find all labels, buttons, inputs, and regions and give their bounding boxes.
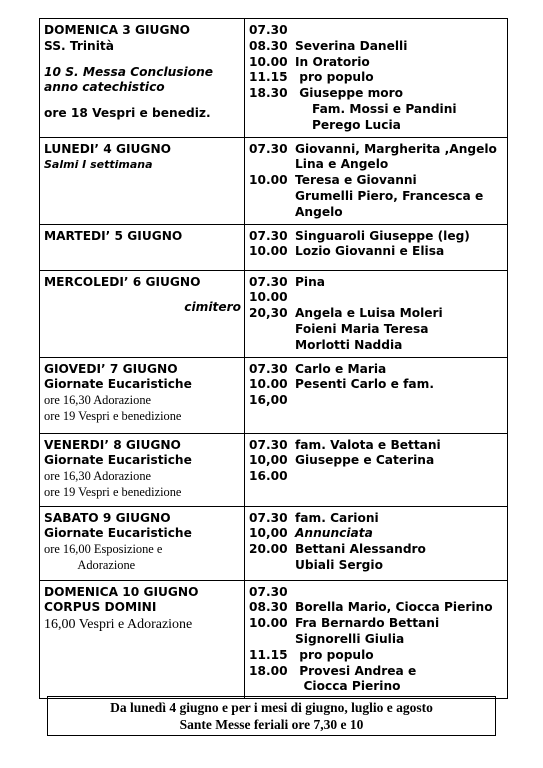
mass-entry	[249, 23, 504, 39]
mass-intention: Provesi Andrea e	[295, 663, 417, 678]
day-row	[40, 506, 508, 580]
day-note: ore 19 Vespri e benedizione	[44, 408, 182, 423]
mass-entry	[249, 377, 504, 393]
mass-time: 07.30	[249, 23, 288, 37]
mass-intention: Carlo e Maria	[295, 361, 387, 376]
mass-entry	[249, 229, 504, 245]
mass-intention-continued: Foieni Maria Teresa	[295, 321, 429, 336]
day-heading: DOMENICA 10 GIUGNO	[44, 584, 199, 599]
mass-list-cell	[245, 137, 508, 224]
mass-time: 18.30	[249, 86, 288, 101]
mass-entry	[249, 275, 504, 291]
day-row	[40, 357, 508, 433]
mass-time: 16,00	[249, 393, 288, 408]
mass-time: 10,00	[249, 526, 288, 541]
mass-entry	[249, 55, 504, 71]
day-note: ore 16,30 Adorazione	[44, 393, 152, 408]
footer-notice	[47, 696, 496, 736]
day-row	[40, 137, 508, 224]
mass-list-cell	[245, 433, 508, 506]
day-heading: MERCOLEDI’ 6 GIUGNO	[44, 274, 201, 289]
mass-intention: Fra Bernardo Bettani	[295, 616, 440, 631]
day-info-cell	[40, 580, 245, 699]
mass-entry	[249, 648, 504, 664]
day-note: ore 16,30 Adorazione	[44, 469, 152, 484]
mass-intention: fam. Valota e Bettani	[295, 437, 441, 452]
mass-list-cell	[245, 580, 508, 699]
day-note: ore 18 Vespri e benediz.	[44, 106, 211, 121]
mass-time: 10.00	[249, 377, 288, 392]
mass-time: 20.00	[249, 542, 288, 557]
mass-list-cell	[245, 357, 508, 433]
day-info-cell	[40, 19, 245, 138]
day-info-cell	[40, 433, 245, 506]
day-note: Giornate Eucaristiche	[44, 377, 192, 392]
day-note: cimitero	[184, 300, 241, 315]
day-note: CORPUS DOMINI	[44, 600, 157, 615]
mass-time: 07.30	[249, 584, 288, 599]
day-info-cell	[40, 137, 245, 224]
mass-intention: Pesenti Carlo e fam.	[295, 377, 434, 392]
mass-entry	[249, 585, 504, 601]
mass-time: 07.30	[249, 274, 288, 289]
mass-time: 10.00	[249, 244, 288, 259]
mass-time: 11.15	[249, 647, 288, 662]
mass-time: 18.00	[249, 663, 288, 678]
mass-intention: Giuseppe moro	[295, 86, 404, 101]
mass-time: 20,30	[249, 306, 288, 321]
mass-time: 10.00	[249, 616, 288, 631]
mass-entry	[249, 453, 504, 469]
mass-list-cell	[245, 19, 508, 138]
mass-entry	[249, 290, 504, 306]
mass-intention-continued: Signorelli Giulia	[295, 631, 405, 646]
footer-line-1: Da lunedì 4 giugno e per i mesi di giugno, luglio e agosto	[110, 700, 433, 715]
mass-time: 07.30	[249, 510, 288, 525]
day-note: anno catechistico	[44, 80, 165, 95]
mass-list-cell	[245, 506, 508, 580]
mass-time: 10.00	[249, 54, 288, 69]
mass-intention-continued: Morlotti Naddia	[295, 337, 403, 352]
mass-intention: Giovanni, Margherita ,Angelo	[295, 141, 497, 156]
day-note: ore 19 Vespri e benedizione	[44, 484, 182, 499]
mass-time: 11.15	[249, 70, 288, 85]
mass-time: 07.30	[249, 228, 288, 243]
mass-intention: fam. Carioni	[295, 510, 379, 525]
day-note: 16,00 Vespri e Adorazione	[44, 617, 193, 633]
mass-entry	[249, 664, 504, 680]
mass-entry	[249, 511, 504, 527]
mass-intention-continued: Ciocca Pierino	[295, 679, 401, 694]
mass-time: 10.00	[249, 290, 288, 305]
day-row	[40, 224, 508, 270]
mass-list-cell	[245, 270, 508, 357]
mass-time: 07.30	[249, 141, 288, 156]
mass-intention: In Oratorio	[295, 54, 370, 69]
mass-entry	[249, 526, 504, 542]
mass-intention: pro populo	[295, 647, 374, 662]
mass-time: 08.30	[249, 600, 288, 615]
mass-entry	[249, 438, 504, 454]
footer-line-2: Sante Messe feriali ore 7,30 e 10	[179, 717, 364, 732]
day-note: Adorazione	[44, 557, 136, 572]
mass-intention: Pina	[295, 274, 326, 289]
day-info-cell	[40, 224, 245, 270]
mass-intention: Singuaroli Giuseppe (leg)	[295, 228, 470, 243]
day-row	[40, 580, 508, 699]
mass-intention-continued: Perego Lucia	[295, 117, 401, 132]
day-note: SS. Trinità	[44, 38, 114, 53]
mass-intention: Borella Mario, Ciocca Pierino	[295, 600, 493, 615]
mass-intention: Teresa e Giovanni	[295, 173, 417, 188]
mass-intention: Bettani Alessandro	[295, 542, 426, 557]
day-heading: GIOVEDI’ 7 GIUGNO	[44, 361, 178, 376]
day-note: ore 16,00 Esposizione e	[44, 542, 163, 557]
mass-entry	[249, 393, 504, 409]
mass-time: 08.30	[249, 38, 288, 53]
day-heading: VENERDI’ 8 GIUGNO	[44, 437, 181, 452]
mass-entry	[249, 70, 504, 86]
mass-intention-continued: Ubiali Sergio	[295, 557, 383, 572]
mass-entry	[249, 142, 504, 158]
mass-time: 07.30	[249, 437, 288, 452]
mass-entry	[249, 306, 504, 322]
mass-entry	[249, 244, 504, 260]
day-row	[40, 433, 508, 506]
day-row	[40, 270, 508, 357]
day-info-cell	[40, 506, 245, 580]
mass-intention-continued: Lina e Angelo	[295, 157, 389, 172]
mass-intention-continued: Grumelli Piero, Francesca e	[295, 188, 484, 203]
mass-entry	[249, 542, 504, 558]
mass-intention-continued: Angelo	[295, 204, 343, 219]
mass-intention: Severina Danelli	[295, 38, 408, 53]
mass-intention: Angela e Luisa Moleri	[295, 306, 443, 321]
mass-time: 10.00	[249, 173, 288, 188]
day-heading: MARTEDI’ 5 GIUGNO	[44, 228, 183, 243]
mass-time: 07.30	[249, 361, 288, 376]
mass-intention: Giuseppe e Caterina	[295, 453, 435, 468]
mass-intention-continued: Fam. Mossi e Pandini	[295, 101, 457, 116]
day-note: 10 S. Messa Conclusione	[44, 64, 214, 79]
mass-intention: Annunciata	[295, 526, 373, 541]
day-info-cell	[40, 357, 245, 433]
mass-entry	[249, 600, 504, 616]
mass-time: 10,00	[249, 453, 288, 468]
mass-time: 16.00	[249, 469, 288, 484]
mass-list-cell	[245, 224, 508, 270]
day-row	[40, 19, 508, 138]
mass-entry	[249, 362, 504, 378]
mass-intention: Lozio Giovanni e Elisa	[295, 244, 445, 259]
day-note: Giornate Eucaristiche	[44, 526, 192, 541]
day-note: Salmi I settimana	[44, 158, 153, 172]
day-note: Giornate Eucaristiche	[44, 453, 192, 468]
mass-intention: pro populo	[295, 70, 374, 85]
day-heading: LUNEDI’ 4 GIUGNO	[44, 141, 171, 156]
day-heading: SABATO 9 GIUGNO	[44, 510, 171, 525]
mass-entry	[249, 173, 504, 189]
mass-entry	[249, 616, 504, 632]
day-info-cell	[40, 270, 245, 357]
mass-entry	[249, 39, 504, 55]
day-heading: DOMENICA 3 GIUGNO	[44, 23, 191, 37]
mass-entry	[249, 469, 504, 485]
mass-entry	[249, 86, 504, 102]
mass-schedule-table	[39, 18, 508, 699]
